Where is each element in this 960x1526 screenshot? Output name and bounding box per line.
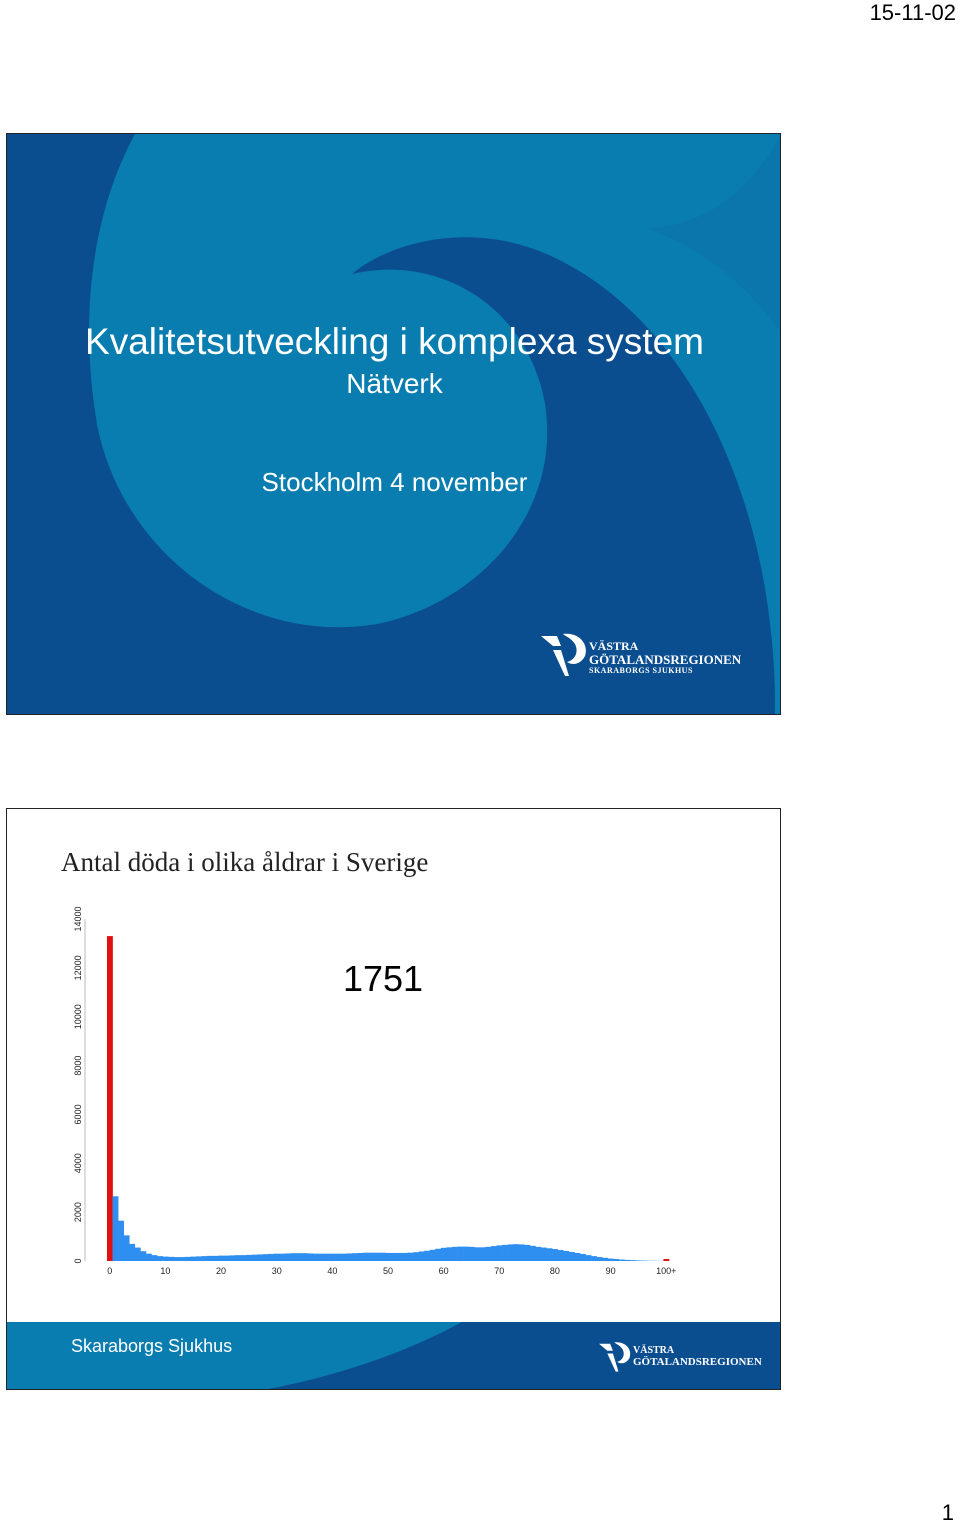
bar xyxy=(497,1245,503,1261)
bar xyxy=(558,1250,564,1261)
chart-slide-title: Antal döda i olika åldrar i Sverige xyxy=(61,847,429,877)
bar xyxy=(435,1249,441,1261)
bar xyxy=(441,1248,447,1261)
bar xyxy=(124,1235,130,1261)
bar xyxy=(179,1257,185,1261)
bar xyxy=(207,1256,213,1261)
x-tick-label: 30 xyxy=(271,1266,282,1276)
bar xyxy=(190,1257,196,1261)
slide-title: Kvalitetsutveckling i komplexa system xyxy=(85,321,704,362)
bar xyxy=(580,1254,586,1261)
y-tick-label: 14000 xyxy=(73,906,83,932)
bar xyxy=(513,1244,519,1261)
bar xyxy=(279,1254,285,1261)
bar xyxy=(252,1255,258,1261)
bar xyxy=(296,1253,302,1261)
bar xyxy=(452,1247,458,1261)
bar xyxy=(185,1257,191,1261)
x-tick-label: 70 xyxy=(494,1266,505,1276)
bar xyxy=(663,1259,669,1261)
chart-annotation-year: 1751 xyxy=(342,958,424,999)
bar xyxy=(318,1254,324,1261)
bar xyxy=(285,1253,291,1261)
x-axis xyxy=(107,1266,676,1276)
bar xyxy=(224,1256,230,1261)
x-tick-label: 40 xyxy=(327,1266,338,1276)
bar xyxy=(591,1256,597,1261)
bar xyxy=(235,1255,241,1261)
title-slide xyxy=(6,133,781,715)
bar xyxy=(491,1246,497,1261)
bar xyxy=(369,1253,375,1261)
bar xyxy=(157,1256,163,1261)
y-tick-label: 6000 xyxy=(73,1104,83,1125)
bar xyxy=(502,1245,508,1261)
x-tick-label: 50 xyxy=(382,1266,394,1276)
bar xyxy=(246,1255,252,1261)
bar xyxy=(374,1253,380,1261)
bar xyxy=(291,1253,297,1261)
bar xyxy=(135,1248,141,1261)
x-tick-label: 80 xyxy=(549,1266,560,1276)
vgr-logo-line2: GÖTALANDSREGIONEN xyxy=(589,652,742,667)
bar xyxy=(407,1253,413,1261)
bar xyxy=(113,1196,119,1261)
bar xyxy=(541,1248,547,1261)
bar xyxy=(552,1249,558,1261)
bar xyxy=(380,1253,386,1261)
bar xyxy=(335,1254,341,1261)
bar xyxy=(636,1260,642,1261)
vgr-logo-line3: SKARABORGS SJUKHUS xyxy=(589,666,693,675)
bar xyxy=(597,1257,603,1261)
bar xyxy=(352,1253,358,1261)
bar xyxy=(608,1259,614,1261)
chart-slide xyxy=(6,808,781,1390)
bar xyxy=(391,1253,397,1261)
mortality-chart xyxy=(7,809,781,1322)
bar xyxy=(446,1247,452,1261)
x-tick-label: 90 xyxy=(605,1266,616,1276)
bar xyxy=(218,1256,224,1261)
bar xyxy=(586,1255,592,1261)
bar xyxy=(613,1259,619,1261)
footer-vgr-logo-icon xyxy=(597,1341,633,1373)
x-tick-label: 0 xyxy=(107,1266,113,1276)
bar xyxy=(174,1257,180,1261)
bar xyxy=(257,1254,263,1261)
bar xyxy=(413,1252,419,1261)
bar xyxy=(324,1254,330,1261)
footer-text: Skaraborgs Sjukhus xyxy=(71,1336,233,1356)
bar xyxy=(619,1260,625,1261)
y-axis xyxy=(73,906,85,1263)
bar xyxy=(630,1260,636,1261)
bar xyxy=(168,1257,174,1261)
bar xyxy=(363,1253,369,1261)
x-tick-label: 20 xyxy=(216,1266,227,1276)
bar xyxy=(163,1257,169,1261)
y-tick-label: 8000 xyxy=(73,1055,83,1076)
bar xyxy=(485,1247,491,1261)
bar xyxy=(129,1244,135,1261)
bar xyxy=(547,1248,553,1261)
bar xyxy=(430,1250,436,1261)
bar xyxy=(624,1260,630,1261)
bar xyxy=(330,1254,336,1261)
bar xyxy=(196,1256,202,1261)
bar xyxy=(402,1253,408,1261)
bar xyxy=(274,1254,280,1261)
bar xyxy=(118,1221,124,1261)
bar xyxy=(341,1254,347,1261)
footer-vgr-logo-line2: GÖTALANDSREGIONEN xyxy=(633,1356,762,1368)
bar xyxy=(263,1254,269,1261)
bar xyxy=(213,1256,219,1261)
y-tick-label: 12000 xyxy=(73,955,83,981)
bar xyxy=(307,1253,313,1261)
swirl-background xyxy=(7,134,781,715)
bar xyxy=(152,1255,158,1261)
bar xyxy=(574,1253,580,1261)
y-tick-label: 4000 xyxy=(73,1153,83,1174)
bar xyxy=(313,1254,319,1261)
bar xyxy=(229,1255,235,1261)
x-tick-label: 60 xyxy=(438,1266,449,1276)
bar xyxy=(569,1252,575,1261)
bar xyxy=(463,1247,469,1261)
bar xyxy=(508,1244,514,1261)
slide-location: Stockholm 4 november xyxy=(261,467,528,497)
x-tick-label: 100+ xyxy=(656,1266,677,1276)
footer-vgr-logo xyxy=(597,1341,762,1375)
bar xyxy=(469,1247,475,1261)
slide-subtitle: Nätverk xyxy=(346,368,443,399)
bar xyxy=(302,1253,308,1261)
vgr-logo-line1: VÄSTRA xyxy=(589,639,639,653)
bar xyxy=(602,1258,608,1261)
bar xyxy=(535,1247,541,1261)
y-tick-label: 2000 xyxy=(73,1202,83,1223)
bar xyxy=(357,1253,363,1261)
bar xyxy=(385,1253,391,1261)
page-number: 1 xyxy=(941,1500,954,1525)
bar xyxy=(140,1251,146,1261)
bar xyxy=(474,1247,480,1261)
x-tick-label: 10 xyxy=(160,1266,171,1276)
bar xyxy=(268,1254,274,1261)
bar xyxy=(396,1253,402,1261)
bar xyxy=(563,1251,569,1261)
bar xyxy=(424,1251,430,1261)
page-date: 15-11-02 xyxy=(869,0,956,25)
vgr-logo-icon xyxy=(539,632,589,678)
bar xyxy=(146,1254,152,1261)
bar xyxy=(530,1246,536,1261)
bar xyxy=(107,936,113,1261)
bar xyxy=(202,1256,208,1261)
bar xyxy=(524,1245,530,1261)
bar xyxy=(346,1253,352,1261)
bar xyxy=(458,1247,464,1261)
vgr-logo xyxy=(539,632,749,680)
bar xyxy=(519,1244,525,1261)
bar xyxy=(419,1251,425,1261)
footer-vgr-logo-line1: VÄSTRA xyxy=(633,1345,675,1356)
y-tick-label: 10000 xyxy=(73,1004,83,1030)
bar xyxy=(241,1255,247,1261)
bar xyxy=(480,1247,486,1261)
y-tick-label: 0 xyxy=(73,1258,83,1264)
